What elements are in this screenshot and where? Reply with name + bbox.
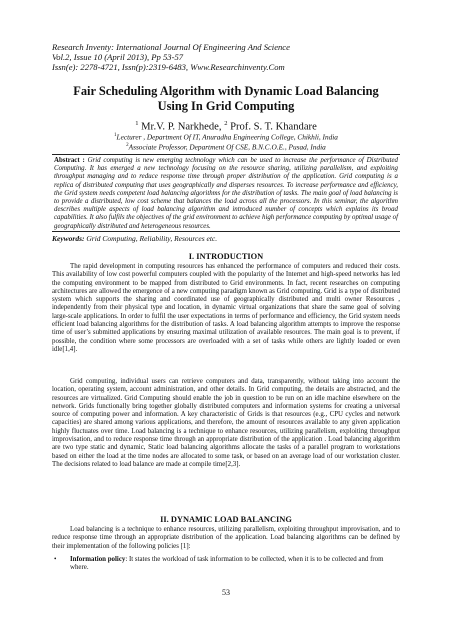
section-2-paragraph-1: Load balancing is a technique to enhance resources, utilizing parallelism, exploiting throughput improvisation, and to reduce response time through an appropriate distribution of the application. Load balancing algorithms can be defined by their implementation of the following policies [1]:: [52, 526, 400, 550]
journal-volume: Vol.2, Issue 10 (April 2013), Pp 53-57: [52, 52, 184, 62]
affiliation-1-text: Lecturer , Department Of IT, Anuradha Engineering College, Chikhli, India: [116, 132, 338, 142]
author-2-name: Prof. S. T. Khandare: [227, 121, 317, 133]
bullet-marker: •: [54, 556, 57, 563]
title-line-2: Using In Grid Computing: [157, 99, 295, 113]
affiliations: [52, 131, 400, 152]
bullet-content: [70, 556, 400, 573]
author-1-name: Mr.V. P. Narkhede,: [138, 121, 225, 133]
affiliation-1-marker: 1: [114, 133, 117, 138]
section-2-heading: II. DYNAMIC LOAD BALANCING: [160, 515, 292, 524]
author-1-marker: 1: [135, 120, 139, 127]
affiliation-1: [52, 131, 400, 141]
abstract-block: [52, 154, 400, 232]
bullet-information-policy: [52, 556, 400, 573]
affiliation-2-text: Associate Professor, Department Of CSE, B.N.C.O.E., Pusad, India: [128, 142, 326, 152]
section-1-paragraph-2: Grid computing, individual users can retrieve computers and data, transparently, without taking into account the location, operating system, account administration, and other details. In Grid computing, the details are abstracted, and the resources are virtualized. Grid Computing should enable the job in question to be run on an idle machine elsewhere on the network. Grids functionally bring together globally distributed computers and information systems for creating a universal source of computing power and information. A key characteristic of Grids is that resources (e.g., CPU cycles and network capacities) are shared among various applications, and therefore, the amount of resources available to any given application highly fluctuates over time. Load balancing is a technique to enhance resources, utilizing parallelism, exploiting throughput improvisation, and to reduce response time through an appropriate distribution of the application . Load balancing algorithm are two type static and dynamic, Static load balancing algorithms allocate the tasks of a parallel program to workstations based on either the load at the time nodes are allocated to some task, or based on an average load of our workstation cluster. The decisions related to load balance are made at compile time[2,3].: [52, 378, 400, 468]
title-line-1: Fair Scheduling Algorithm with Dynamic Load Balancing: [73, 84, 379, 98]
page-number: 53: [222, 588, 230, 597]
keywords-value: Grid Computing, Reliability, Resources etc.: [84, 234, 218, 243]
abstract-text: Grid computing is new emerging technology which can be used to increase the performance of Distributed Computing. It has emerged a new technology focusing on the resource sharing, utilizing parallelism, and exploiting throughput managing and to reduce response time through proper distribution of the application. Grid computing is a replica of distributed computing that uses geographically and disperses resources. To increase performance and efficiency, the Grid system needs competent load balancing algorithms for the distribution of tasks. The main goal of load balancing is to provide a distributed, low cost scheme that balances the load across all the processors. In this seminar, the algorithm describes multiple aspects of load balancing algorithm and introduced number of concepts which explains its broad capabilities. It also fulfils the objectives of the grid environment to achieve high performance computing by optimal usage of geographically distributed and heterogeneous resources.: [54, 157, 398, 230]
keywords-label: Keywords:: [52, 234, 85, 243]
journal-name: Research Inventy: International Journal Of Engineering And Science: [52, 42, 290, 52]
abstract-label: Abstract :: [54, 157, 85, 164]
keywords-line: [52, 234, 400, 243]
bullet-text: : It states the workload of task information to be collected, when it is to be collected and from where.: [70, 556, 384, 572]
affiliation-2-marker: 2: [126, 143, 129, 149]
author-2-marker: 2: [224, 120, 228, 127]
section-1-paragraph-1: The rapid development in computing resources has enhanced the performance of computers and reduced their costs. This availability of low cost powerful computers coupled with the popularity of the Internet and high-speed networks has led the computing environment to be mapped from distributed to Grid environments. In fact, recent researches on computing architectures are allowed the emergence of a new computing paradigm known as Grid computing. Grid is a type of distributed system which supports the sharing and coordinated use of geographically distributed and multi owner Resources , independently from their physical type and location, in dynamic virtual organizations that share the same goal of solving large-scale applications. In order to fulfil the user expectations in terms of performance and efficiency, the Grid system needs efficient load balancing algorithms for the distribution of tasks. A load balancing algorithm attempts to improve the response time of user’s submitted applications by ensuring maximal utilization of available resources. The main goal is to prevent, if possible, the condition where some processors are overloaded with a set of tasks while others are lightly loaded or even idle[1,4].: [52, 263, 400, 353]
affiliation-2: [52, 141, 400, 151]
section-1-heading: I. INTRODUCTION: [188, 252, 264, 261]
journal-issn: Issn(e): 2278-4721, Issn(p):2319-6483, Www.Researchinventy.Com: [52, 62, 285, 72]
paper-title: [52, 84, 400, 114]
journal-header: [52, 42, 412, 72]
bullet-label: Information policy: [70, 556, 126, 563]
